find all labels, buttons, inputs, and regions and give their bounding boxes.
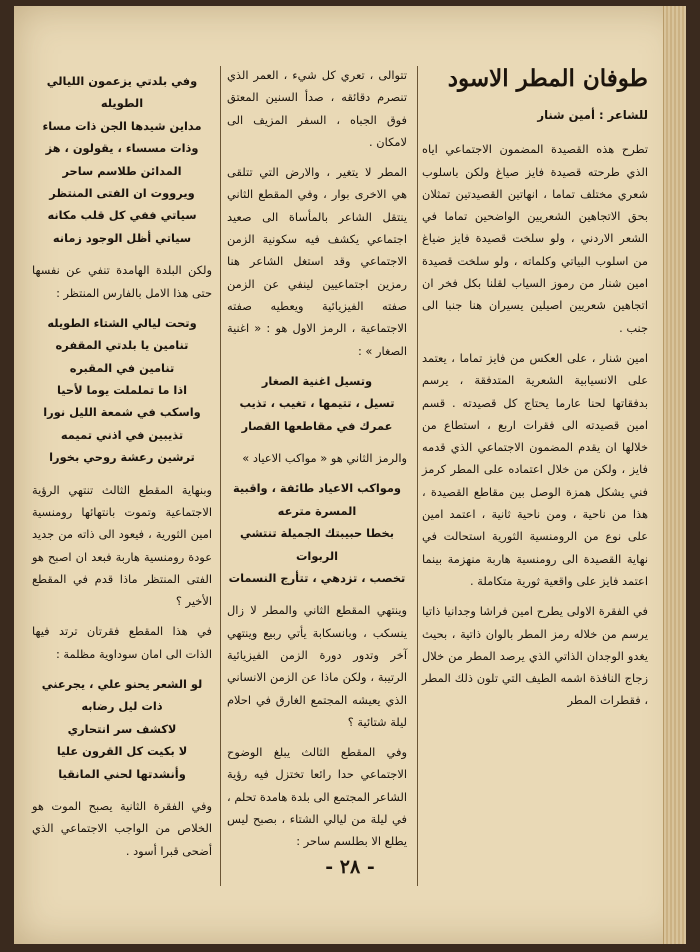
verse-line: ذات ليل رضابه [81,699,163,714]
column-middle [227,64,407,861]
paragraph: في الفقرة الاولى يطرح امين فراشا وجدانيا ذاتيا يرسم من خلاله رمز المطر بالوان ذاتية ، بحيث يغدو الوجدان الذاتي الذي يرصد المطر من خلال زجاج النافذة اشمه الطيف التي تلون ذلك المطر ، فقطرات المطر [422,604,648,708]
paragraph: المطر لا يتغير ، والارض التي تتلقى هي الاخرى بوار ، وفي المقطع الثاني ينتقل الشاعر بالمأساة الى صعيد اجتماعي يكشف فيه سكونية الزمن الاجتماعي وقد استغل الشاعر هنا رمزين اجتماعيين لينفي عن الزمن صفته الفيزيائية ويعطيه صفته الاجتماعية ، الرمز الاول هو : « اغنية الصغار » : [227,165,407,358]
paragraph: وفي الفقرة الثانية يصبح الموت هو الخلاص من الواجب الاجتماعي الذي أضحى قبرا أسود . [32,799,212,858]
paragraph: والرمز الثاني هو « مواكب الاعياد » [242,451,407,466]
poem-excerpt [32,70,212,249]
paragraph: وفي المقطع الثالث يبلغ الوضوح الاجتماعي حدا رائعا تختزل فيه رؤية الشاعر المجتمع الى بلدة هامدة تحلم ، في ليلة من ليالي الشتاء ، بصبح ليس يطلع الا بطلسم ساحر : [227,745,407,849]
verse-line: لا بكيت كل القرون عليا [56,744,188,759]
verse-line: سياتي أظل الوجود زمانه [52,230,192,245]
verse-line: وأنشدتها لحني المانقيا [58,766,186,781]
poem-excerpt [227,370,407,437]
verse-line: تنامين يا بلدتي المقفره [55,338,189,353]
verse-line: سياتي ففي كل قلب مكانه [47,208,197,223]
column-right [422,64,648,720]
verse-line: تنامين في المقبره [69,360,175,375]
column-divider-left [220,66,221,886]
article-byline: للشاعر : أمين شنار [537,108,648,122]
verse-line: عمرك في مقاطعها القصار [241,418,393,433]
paragraph: في هذا المقطع فقرتان ترتد فيها الذات الى امان سوداوية مظلمة : [32,624,212,661]
verse-line: وتسيل اغنية الصغار [261,373,373,388]
verse-line: وفي بلدتي يزعمون الليالي الطويله [46,74,198,111]
verse-line: المسرة مترعه [277,503,357,518]
paragraph: وبنهاية المقطع الثالث تنتهي الرؤية الاجتماعية وتموت بانتهائها رومنسية امين الثورية ، فيعود الى ذاته من جديد عودة رومنسية هاربة فبعد ان اصبح هو الفتى المنتظر ماذا قدم في المقطع الأخير ؟ [32,482,212,609]
magazine-page [14,6,686,944]
verse-line: تذيبين في اذني تميمه [60,427,184,442]
page-spine [663,6,686,944]
verse-line: بخطا حبيبتك الجميلة تنتشي [239,526,395,541]
verse-line: لاكشف سر انتحاري [67,721,177,736]
verse-line: واسكب في شمعة الليل نورا [43,405,201,420]
poem-excerpt [32,673,212,785]
verse-line: ترشين رعشة روحي بخورا [49,450,195,465]
paragraph: تتوالى ، تعري كل شيء ، العمر الذي تنصرم دقائقه ، صدأ السنين المعتق فوق الجباه ، السفر المزيف الى لامكان . [227,68,407,149]
verse-line: تخصب ، تزدهي ، تتأرج النسمات [228,571,406,585]
verse-line: اذا ما تململت يوما لأحيا [56,383,188,398]
paragraph: ولكن البلدة الهامدة تنفي عن نفسها حتى هذا الامل بالفارس المنتظر : [32,263,212,300]
verse-line: مداين شيدها الجن ذات مساء [42,118,202,133]
verse-line: وذات مسساء ، يقولون ، هز [45,141,199,156]
poem-excerpt [227,477,407,589]
column-left [32,64,212,870]
article-title: طوفان المطر الاسود [447,65,648,92]
poem-excerpt [32,312,212,469]
paragraph: امين شنار ، على العكس من فايز تماما ، يعتمد على الانسيابية الشعرية المتدفقة ، يرسم بدفقاتها لحنا عارما يحتاج كل قصيدته . قسم امين قصيدته الى فقرات اربع ، استطاع من خلالها ان يقدم المضمون الاجتماعي الذي قدمه فايز ، ولكن من خلال اعتماده على المطر كرمز فني يشكل همزة الوصل بين مقاطع القصيدة ، هذا من ناحية ، ومن ناحية ثانية ، اعتمد امين على نوع من الرومنسية الثورية استحالت في نهاية القصيدة الى رومنسية هاربة منهزمة بينما اعتمد فايز على واقعية ثورية متكاملة . [422,350,648,588]
paragraph: وينتهي المقطع الثاني والمطر لا زال ينسكب ، وبانسكابة يأتي ربيع وينتهي آخر وتدور دورة الزمن الفيزيائية الرتيبة ، ولكن ماذا عن الزمن الانساني الذي يعيشه المجتمع الغارق في احلام ليلة شتائية ؟ [227,603,407,729]
paragraph: تطرح هذه القصيدة المضمون الاجتماعي اياه الذي طرحته قصيدة فايز صياغ ولكن باسلوب شعري مختلف تماما ، انهاتين القصيدتين تمثلان بحق الاتجاهين الشعريين الواضحين تماما في الشعر الاردني ، ولو سلخت قصيدة فايز ضياغ من اسلوب البياتي وكلماته ، ولو سلخت قصيدة امين شنار من رموز السياب لقلنا بكل فخر ان اتجاهين شعريين اصيلين يسيران هنا جنبا الى جنب . [422,142,648,335]
verse-line: الربوات [295,548,339,563]
verse-line: المدائن طلاسم ساحر [62,163,182,178]
verse-line: ومواكب الاعياد طائفة ، واقبية [232,481,402,496]
column-divider-right [417,66,418,886]
page-number: - ٢٨ - [325,856,375,878]
verse-line: وتحت ليالي الشتاء الطويله [47,315,197,330]
verse-line: ويرووت ان الفتى المنتظر [49,186,195,201]
verse-line: لو الشعر يحنو علي ، يجرعني [41,677,203,692]
verse-line: تسيل ، تتيمها ، تغيب ، تذيب [239,396,395,411]
